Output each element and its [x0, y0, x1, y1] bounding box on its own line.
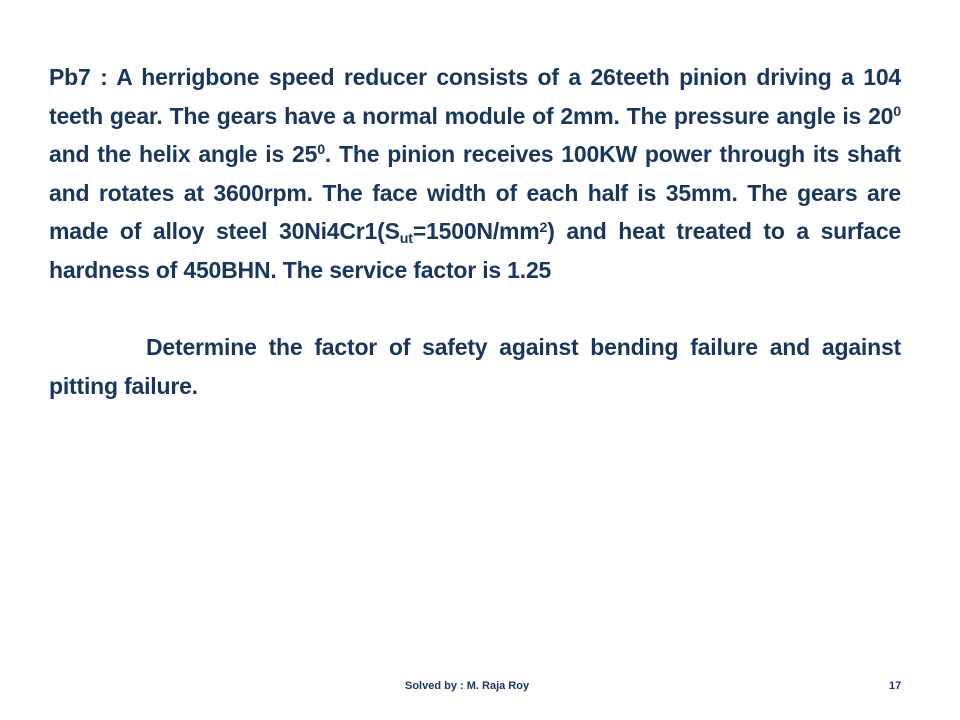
problem-text-part-5: ) and heat treated to a surface hardness of 450BHN. The service factor is 1.25	[49, 218, 901, 283]
ultimate-strength-subscript: ut	[399, 230, 413, 247]
pressure-angle-degree-superscript: 0	[893, 103, 901, 120]
footer-credit: Solved by : M. Raja Roy	[405, 680, 530, 692]
squared-superscript: 2	[539, 219, 548, 236]
problem-text-part-2: and the helix angle is 25	[49, 141, 318, 168]
question-statement: Determine the factor of safety against bending failure and against pitting failure.	[49, 334, 901, 399]
slide-body	[49, 58, 901, 405]
problem-label: Pb7 :	[49, 64, 108, 90]
helix-angle-degree-superscript: 0	[317, 142, 325, 159]
problem-text-part-3: . The pinion receives 100KW power through its shaft and rotates at 3600rpm. The face width of each half is 35mm. The gears are made of alloy steel 30Ni4Cr1(S	[49, 141, 902, 245]
slide-number: 17	[889, 680, 902, 692]
paragraph-spacer	[49, 290, 901, 329]
problem-text-part-4: =1500N/mm	[412, 218, 540, 245]
problem-statement	[49, 58, 901, 290]
problem-text-part-1: A herrigbone speed reducer consists of a 26teeth pinion driving a 104 teeth gear. The gears have a normal module of 2mm. The pressure angle is 20	[49, 64, 901, 129]
